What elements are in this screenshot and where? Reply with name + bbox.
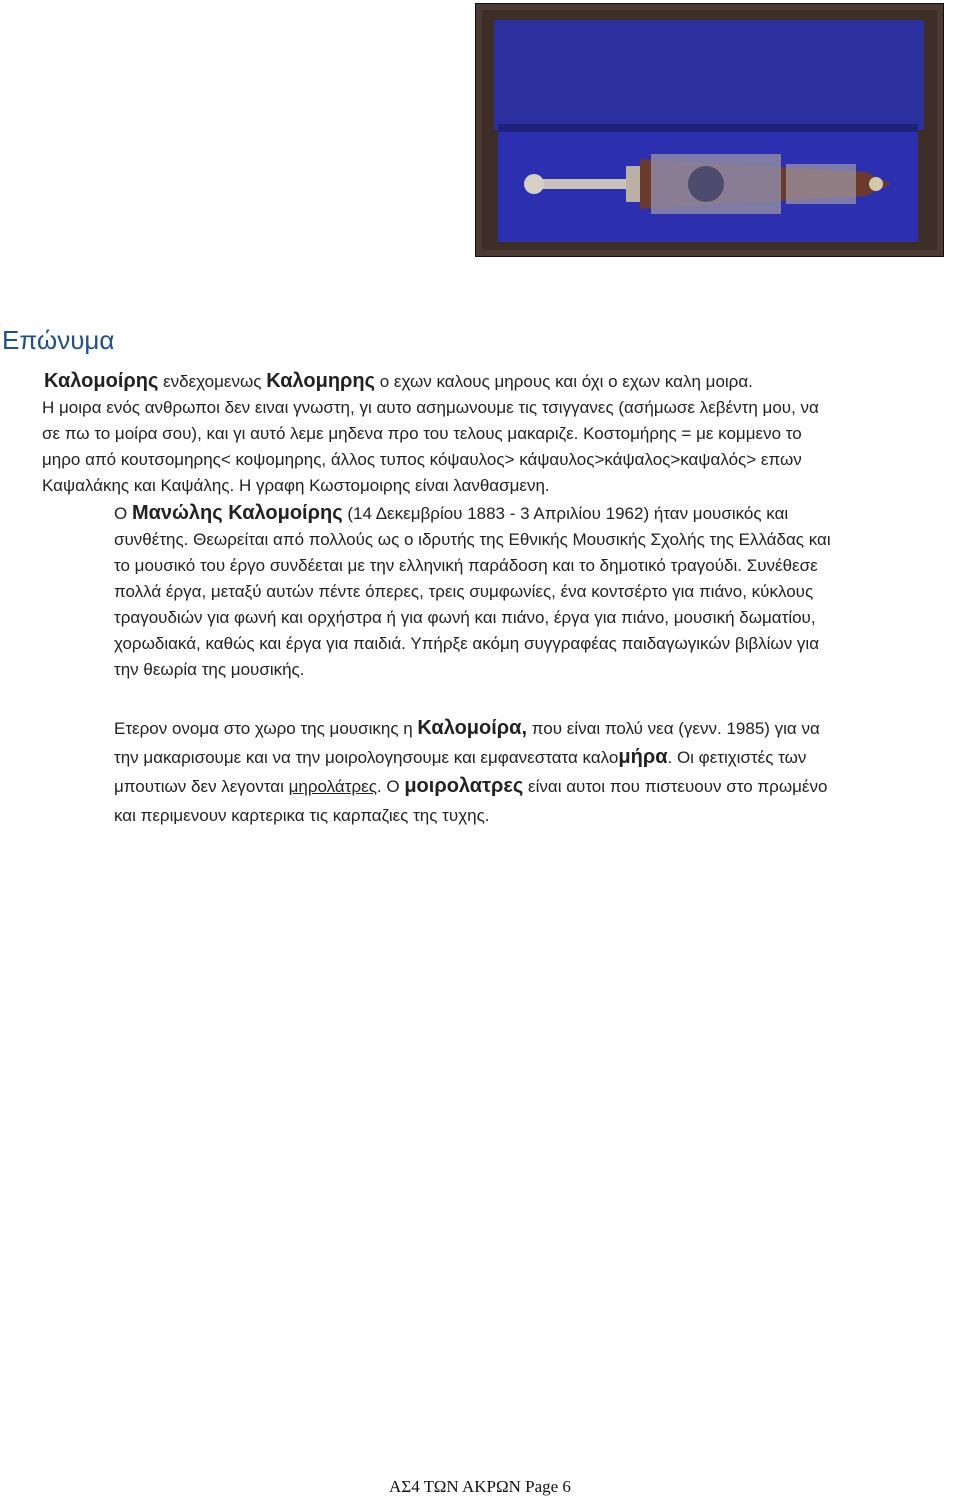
p1-line4: μηρο από κουτσομηρης< κοψομηρης, άλλος τυπος κόψαυλος> κάψαυλος>κάψαλος>καψαλός> επων [42,450,802,469]
p1-text2: ο εχων καλους μηρους και όχι ο εχων καλη μοιρα. [375,372,753,391]
word-moirolatres-bold: μοιρολατρες [404,775,524,797]
p2-post: (14 Δεκεμβρίου 1883 - 3 Απριλίου 1962) ήταν μουσικός και [342,504,789,523]
p2-line7: την θεωρία της μουσικής. [114,660,305,679]
p1-line1 [44,368,944,395]
dagger-image [476,4,943,256]
p1-line5: Καψαλάκης και Καψάλης. Η γραφη Κωστομοιρης είναι λανθασμενη. [42,476,550,495]
p3-l2c: . Οι φετιχιστές των [667,748,807,767]
p3-line3 [114,772,950,801]
paragraph-kalomiris [114,500,950,683]
page-footer: ΑΣ4 ΤΩΝ ΑΚΡΩΝ Page 6 [389,1477,571,1496]
p3-t2: που είναι πολύ νεα (γενν. 1985) για να [527,719,820,738]
singer-name: Καλομοίρα, [417,717,528,739]
p3-l3b: . Ο [376,777,405,796]
page-heading: Επώνυμα [2,325,115,355]
paragraph-kalomira [114,714,950,830]
p3-line2 [114,743,950,772]
surname-bold-1: Καλομοίρης [44,370,159,392]
paragraph-surname [44,368,944,499]
p2-pre: Ο [114,504,132,523]
p1-line3: σε πω το μοίρα σου), και γι αυτό λεμε μηδενα προ του τελους μακαριζε. Κοστομήρης = με κομμενο το [42,424,802,443]
word-mira-bold: μήρα [618,746,668,768]
p1-text1: ενδεχομενως [158,372,267,391]
p2-line5: τραγουδιών για φωνή και ορχήστρα ή για φωνή και πιάνο, έργα για πιάνο, μουσική δωματίου, [114,608,816,627]
composer-name: Μανώλης Καλομοίρης [131,502,343,524]
dagger-photo [475,3,944,257]
p2-line4: πολλά έργα, μεταξύ αυτών πέντε όπερες, τρεις συμφωνίες, ένα κοντσέρτο για πιάνο, κύκλους [114,582,814,601]
p3-l3c: είναι αυτοι που πιστευουν στο πρωμένο [523,777,828,796]
p3-t1: Ετερον ονομα στο χωρο της μουσικης η [114,719,418,738]
mirolatres-link[interactable]: μηρολάτρες [288,777,377,796]
p3-line4: και περιμενουν καρτερικα τις καρπαζιες της τυχης. [114,806,490,825]
p1-line2: Η μοιρα ενός ανθρωποι δεν ειναι γνωστη, γι αυτο ασημωνουμε τις τσιγγανες (ασήμωσε λεβέντη μου, να [42,398,819,417]
p2-line6: χορωδιακά, καθώς και έργα για παιδιά. Υπήρξε ακόμη συγγραφέας παιδαγωγικών βιβλίων για [114,634,820,653]
surname-bold-2: Καλομηρης [266,370,376,392]
p2-line1 [114,500,950,527]
p3-l2a: την μακαρισουμε και να την μοιρολογησουμε και εμφανεστατα καλο [114,748,619,767]
p2-line3: το μουσικό του έργο συνδέεται με την ελληνική παράδοση και το δημοτικό τραγούδι. Συνέθεσε [114,556,818,575]
p3-line1 [114,714,950,743]
p2-line2: συνθέτης. Θεωρείται από πολλούς ως ο ιδρυτής της Εθνικής Μουσικής Σχολής της Ελλάδας και [114,530,831,549]
p3-l3a: μπουτιων δεν λεγονται [114,777,289,796]
